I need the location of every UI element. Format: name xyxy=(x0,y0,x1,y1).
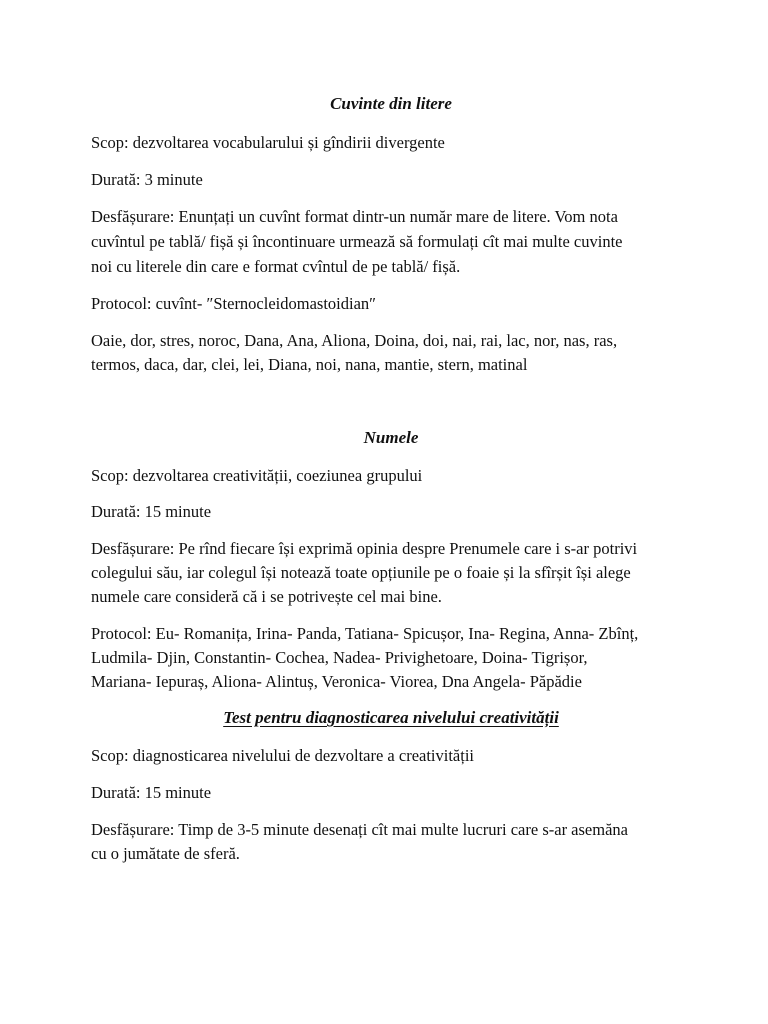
section1-desfasurare-line-1: Desfășurare: Enunțați un cuvînt format dintr-un număr mare de litere. Vom nota xyxy=(91,207,618,226)
section1-words-line-1: Oaie, dor, stres, noroc, Dana, Ana, Aliona, Doina, doi, nai, rai, lac, nor, nas, ras, xyxy=(91,331,618,350)
section1-desfasurare-line-3: noi cu literele din care e format cvîntul de pe tablă/ fișă. xyxy=(91,257,461,276)
section1-protocol: Protocol: cuvînt- ″Sternocleidomastoidian″ xyxy=(91,294,377,313)
section-title-test-creativitate: Test pentru diagnosticarea nivelului creativității xyxy=(223,708,559,727)
section3-scop: Scop: diagnosticarea nivelului de dezvoltare a creativității xyxy=(91,746,475,765)
section3-desfasurare-line-1: Desfășurare: Timp de 3-5 minute desenați cît mai multe lucruri care s-ar asemăna xyxy=(91,820,628,839)
section-title-numele: Numele xyxy=(363,428,419,447)
section1-scop: Scop: dezvoltarea vocabularului și gîndirii divergente xyxy=(91,133,445,152)
section1-desfasurare-line-2: cuvîntul pe tablă/ fișă și încontinuare urmează să formulați cît mai multe cuvinte xyxy=(91,232,623,251)
section3-durata: Durată: 15 minute xyxy=(91,783,212,802)
section2-protocol-line-3: Mariana- Iepuraș, Aliona- Alintuș, Veronica- Viorea, Dna Angela- Păpădie xyxy=(91,672,582,691)
section2-desfasurare-line-1: Desfășurare: Pe rînd fiecare își exprimă opinia despre Prenumele care i s-ar potrivi xyxy=(91,539,638,558)
section2-desfasurare-line-2: colegului său, iar colegul își notează toate opțiunile pe o foaie și la sfîrșit își alege xyxy=(91,563,631,582)
section-title-cuvinte-din-litere: Cuvinte din litere xyxy=(330,94,452,113)
section2-desfasurare-line-3: numele care consideră că i se potrivește cel mai bine. xyxy=(91,587,442,606)
section1-durata: Durată: 3 minute xyxy=(91,170,203,189)
section2-scop: Scop: dezvoltarea creativității, coeziunea grupului xyxy=(91,466,423,485)
section1-words-line-2: termos, daca, dar, clei, lei, Diana, noi, nana, mantie, stern, matinal xyxy=(91,355,528,374)
section2-durata: Durată: 15 minute xyxy=(91,502,212,521)
section2-protocol-line-1: Protocol: Eu- Romanița, Irina- Panda, Tatiana- Spicușor, Ina- Regina, Anna- Zbînț, xyxy=(91,624,639,643)
section2-protocol-line-2: Ludmila- Djin, Constantin- Cochea, Nadea- Privighetoare, Doina- Tigrișor, xyxy=(91,648,588,667)
section3-desfasurare-line-2: cu o jumătate de sferă. xyxy=(91,844,240,863)
